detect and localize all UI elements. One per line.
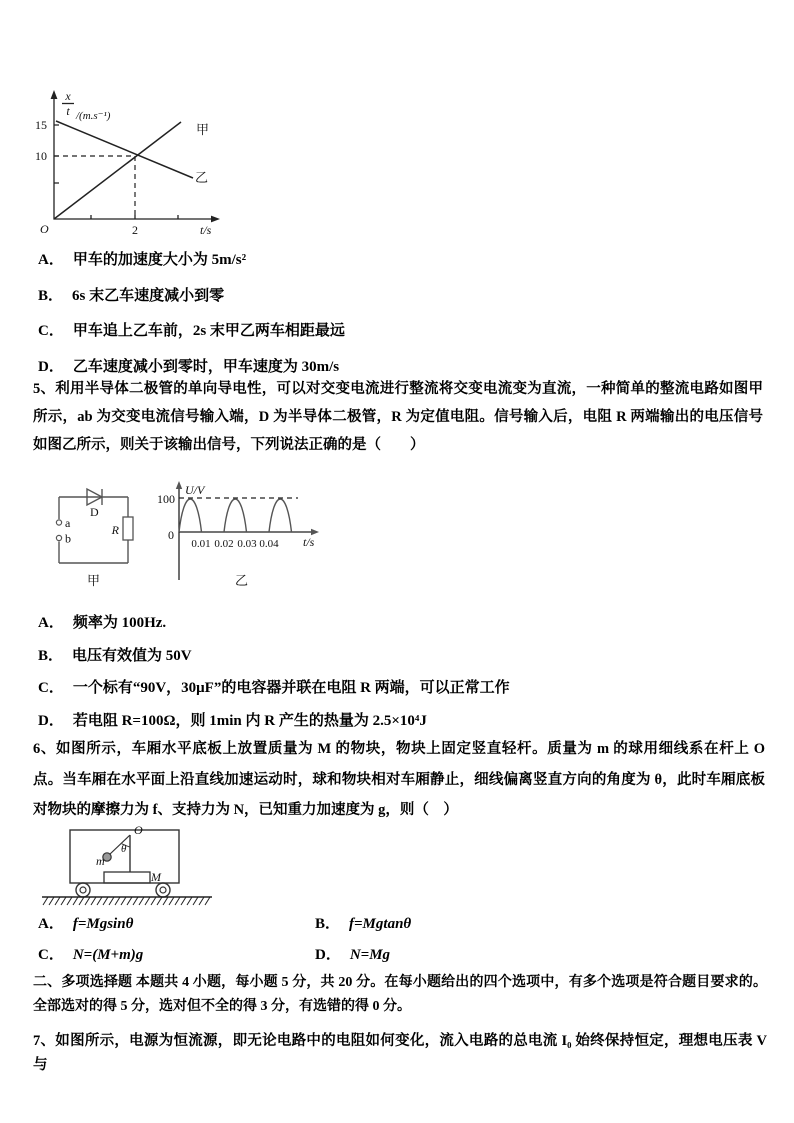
- diode-label: D: [90, 505, 99, 519]
- label-line-yi: 乙: [195, 170, 209, 185]
- x-tick-2: 2: [132, 223, 138, 237]
- terminal-a-label: a: [65, 516, 71, 530]
- q4-option-b: [38, 279, 345, 315]
- wheel-left-hub: [80, 887, 86, 893]
- q5-stem: 5、利用半导体二极管的单向导电性，可以对交变电流进行整流将交变电流变为直流，一种简单的整流电路如图甲所示，ab 为交变电流信号输入端，D 为半导体二极管，R 为定值电阻。信号输入后，电阻 R 两端输出的电压信号如图乙所示，则关于该输出信号，下列说法正确的是（ ）: [33, 381, 763, 453]
- cart-body: [70, 830, 179, 883]
- y-axis-fraction-denominator: t: [66, 104, 70, 118]
- motion-graph-figure: [28, 86, 240, 238]
- rectified-humps: [179, 499, 292, 532]
- option-letter: B．: [38, 647, 64, 664]
- q6-option-b: [315, 909, 558, 940]
- option-text: 若电阻 R=100Ω，则 1min 内 R 产生的热量为 2.5×10⁴J: [72, 712, 427, 729]
- option-letter: C．: [38, 680, 64, 696]
- origin-label: O: [40, 222, 49, 236]
- section-2-heading: 二、多项选择题 本题共 4 小题，每小题 5 分，共 20 分。在每小题给出的四个选项中，有多个选项是符合题目要求的。全部选对的得 5 分，选对但不全的得 3 分，有选错的得 0 分。: [33, 975, 767, 1014]
- terminal-b-label: b: [65, 531, 71, 546]
- option-letter: A．: [38, 615, 64, 631]
- tick-0-04: 0.04: [259, 538, 279, 550]
- q6-option-d: [315, 940, 558, 971]
- terminal-a-icon: [56, 520, 61, 525]
- tick-0-03: 0.03: [237, 538, 257, 550]
- option-letter: B．: [315, 916, 341, 932]
- option-letter: D．: [38, 358, 64, 375]
- wheel-right-hub: [160, 887, 166, 893]
- option-formula: N=(M+m)g: [72, 947, 144, 963]
- terminal-b-icon: [56, 535, 61, 540]
- option-text: 频率为 100Hz.: [72, 615, 167, 631]
- theta-label: θ: [121, 843, 127, 855]
- option-letter: D．: [315, 947, 341, 963]
- option-text: 甲车追上乙车前，2s 末甲乙两车相距最远: [72, 323, 345, 339]
- q7-stem: 7、如图所示，电源为恒流源，即无论电路中的电阻如何变化，流入电路的总电流 I₀ 始终保持恒定，理想电压表 V 与: [33, 1033, 767, 1073]
- q5-options: [38, 607, 510, 737]
- line-yi: [56, 121, 193, 178]
- option-formula: f=Mgsinθ: [72, 916, 134, 932]
- label-line-jia: 甲: [196, 122, 210, 137]
- q5-option-b: [38, 640, 510, 673]
- waveform-y-arrow-icon: [176, 481, 182, 489]
- tick-0-02: 0.02: [214, 538, 234, 550]
- resistor-icon: [123, 517, 133, 540]
- option-text: 一个标有“90V，30μF”的电容器并联在电阻 R 两端，可以正常工作: [72, 680, 510, 696]
- line-jia: [54, 122, 181, 219]
- option-text: 电压有效值为 50V: [72, 647, 192, 664]
- circuit-caption: 甲: [87, 573, 101, 588]
- rectifier-figure: [45, 477, 345, 599]
- wheel-left-icon: [76, 883, 90, 897]
- ball-mass-label: m: [96, 854, 105, 868]
- waveform-x-label: t/s: [303, 535, 315, 549]
- waveform-y-label: U/V: [185, 483, 205, 497]
- x-axis-arrow-icon: [211, 216, 220, 223]
- y-axis-arrow-icon: [51, 90, 58, 99]
- q4-option-a: [38, 243, 345, 279]
- y-axis-fraction-numerator: x: [65, 89, 71, 103]
- waveform-caption: 乙: [235, 573, 249, 588]
- string: [109, 835, 130, 855]
- ground-hatching: [43, 897, 210, 905]
- option-text: 乙车速度减小到零时，甲车速度为 30m/s: [72, 358, 340, 375]
- block-m: [104, 872, 150, 883]
- option-formula: f=Mgtanθ: [349, 916, 412, 932]
- option-letter: C．: [38, 323, 64, 339]
- q5-option-c: [38, 672, 510, 705]
- q6-option-c: [38, 940, 315, 971]
- y-axis-unit: /(m.s⁻¹): [76, 110, 111, 122]
- option-letter: A．: [38, 252, 64, 268]
- wheel-right-icon: [156, 883, 170, 897]
- tick-0-01: 0.01: [191, 538, 211, 550]
- q6-stem: 6、如图所示，车厢水平底板上放置质量为 M 的物块，物块上固定竖直轻杆。质量为 m 的球用细线系在杆上 O 点。当车厢在水平面上沿直线加速运动时，球和物块相对车厢静止，细线偏离竖直方向的角度为 θ，此时车厢底板对物块的摩擦力为 f、支持力为 N，已知重力加速度为 g，则（ ）: [33, 741, 765, 818]
- tick-0: 0: [168, 528, 174, 542]
- option-text: 6s 末乙车速度减小到零: [72, 287, 225, 304]
- q6-option-a: [38, 909, 315, 940]
- option-letter: A．: [38, 916, 64, 932]
- y-tick-10: 10: [35, 149, 47, 163]
- q4-option-c: [38, 314, 345, 350]
- q6-options: [38, 909, 558, 971]
- point-o-label: O: [134, 823, 143, 837]
- y-tick-15: 15: [35, 118, 47, 132]
- q5-option-d: [38, 705, 510, 738]
- y-ticks: [54, 125, 59, 183]
- tick-100: 100: [157, 492, 175, 506]
- cart-figure: [30, 814, 260, 914]
- option-letter: B．: [38, 287, 64, 304]
- option-text: 甲车的加速度大小为 5m/s²: [72, 252, 247, 268]
- option-letter: D．: [38, 712, 64, 729]
- block-mass-label: M: [151, 870, 161, 884]
- x-axis-label: t/s: [200, 223, 212, 237]
- q5-option-a: [38, 607, 510, 640]
- option-formula: N=Mg: [349, 947, 391, 963]
- option-letter: C．: [38, 947, 64, 963]
- resistor-label: R: [111, 523, 119, 537]
- q4-options: [38, 243, 345, 385]
